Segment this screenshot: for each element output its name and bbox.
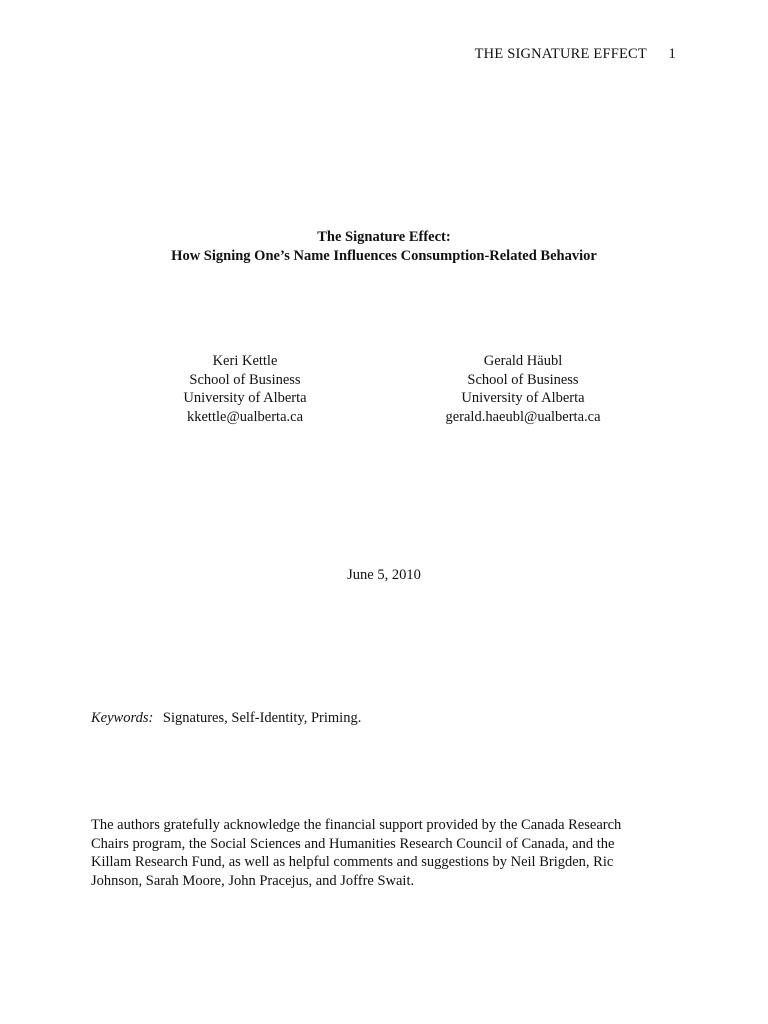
keywords-values: Signatures, Self-Identity, Priming.	[162, 710, 362, 726]
acknowledgment-line: Killam Research Fund, as well as helpful comments and suggestions by Neil Brigden, Ric	[91, 854, 614, 870]
author-name: Gerald Häubl	[483, 353, 563, 369]
page-number: 1	[668, 46, 676, 62]
title-line-2: How Signing One’s Name Influences Consumption-Related Behavior	[171, 248, 597, 264]
author-block-2	[393, 352, 653, 426]
author-university: University of Alberta	[183, 390, 307, 406]
author-block-1	[115, 352, 375, 426]
acknowledgment-line: Chairs program, the Social Sciences and Humanities Research Council of Canada, and the	[91, 835, 615, 852]
running-head-title: THE SIGNATURE EFFECT	[474, 46, 647, 62]
author-email: kkettle@ualberta.ca	[187, 408, 303, 425]
acknowledgment-line: The authors gratefully acknowledge the financial support provided by the Canada Research	[91, 817, 622, 833]
paper-title	[0, 228, 768, 266]
author-department: School of Business	[467, 371, 579, 388]
author-department: School of Business	[189, 371, 301, 388]
title-line-1: The Signature Effect:	[317, 229, 451, 245]
keywords	[91, 710, 361, 727]
acknowledgment	[91, 816, 681, 890]
keywords-label: Keywords:	[91, 710, 154, 726]
author-name: Keri Kettle	[212, 353, 278, 369]
running-head	[475, 46, 676, 63]
acknowledgment-line: Johnson, Sarah Moore, John Pracejus, and Joffre Swait.	[91, 872, 415, 889]
paper-date: June 5, 2010	[347, 567, 421, 583]
author-email: gerald.haeubl@ualberta.ca	[445, 408, 601, 425]
author-university: University of Alberta	[461, 390, 585, 406]
